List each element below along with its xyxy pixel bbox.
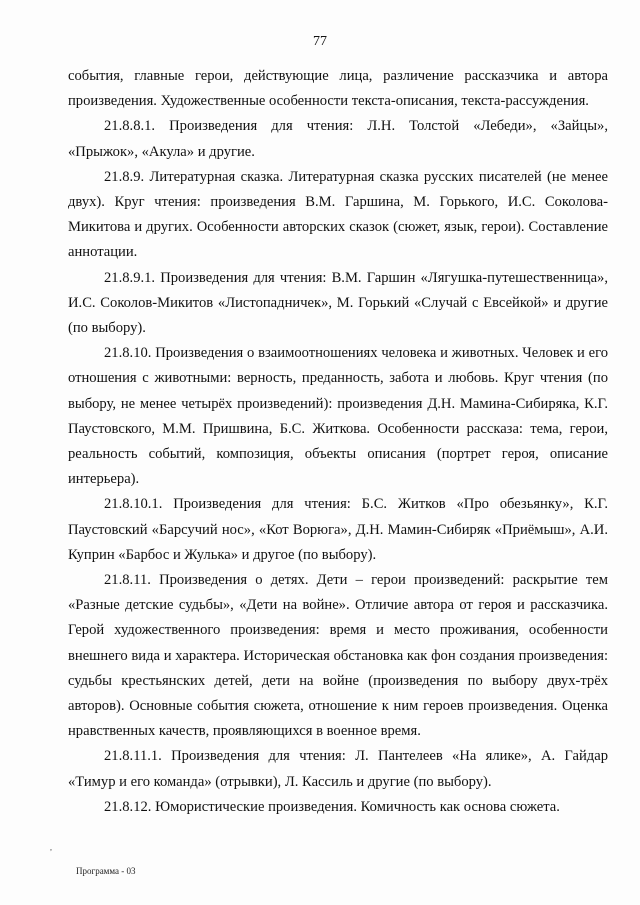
paragraph-21-8-11-1: 21.8.11.1. Произведения для чтения: Л. Пантелеев «На ялике», А. Гайдар «Тимур и его команда» (отрывки), Л. Кассиль и другие (по выбору). bbox=[68, 748, 608, 790]
page-number: 77 bbox=[313, 34, 327, 49]
paragraph-21-8-10-1: 21.8.10.1. Произведения для чтения: Б.С. Житков «Про обезьянку», К.Г. Паустовский «Барсучий нос», «Кот Ворюга», Д.Н. Мамин-Сибиряк «Приёмыш», А.И. Куприн «Барбос и Жулька» и другое (по выбору). bbox=[68, 496, 608, 563]
paragraph-21-8-12: 21.8.12. Юмористические произведения. Комичность как основа сюжета. bbox=[104, 798, 560, 815]
paragraph-21-8-11: 21.8.11. Произведения о детях. Дети – герои произведений: раскрытие тем «Разные детские судьбы», «Дети на войне». Отличие автора от героя и рассказчика. Герой художественного произведения: время и место проживания, особенности внешнего вида и характера. Историческая обстановка как фон создания произведения: судьбы крестьянских детей, дети на войне (произведения по выбору двух-трёх авторов). Основные события сюжета, отношение к ним героев произведения. Оценка нравственных качеств, проявляющихся в военное время. bbox=[68, 572, 608, 740]
paragraph-21-8-8-1: 21.8.8.1. Произведения для чтения: Л.Н. Толстой «Лебеди», «Зайцы», «Прыжок», «Акула» и другие. bbox=[68, 118, 608, 160]
margin-mark: , bbox=[50, 843, 52, 852]
paragraph-continuation: события, главные герои, действующие лица, различение рассказчика и автора произведения. Художественные особенности текста-описания, текста-рассуждения. bbox=[68, 68, 608, 110]
paragraph-21-8-9: 21.8.9. Литературная сказка. Литературная сказка русских писателей (не менее двух). Круг чтения: произведения В.М. Гаршина, М. Горького, И.С. Соколова-Микитова и других. Особенности авторских сказок (сюжет, язык, герои). Составление аннотации. bbox=[68, 168, 608, 261]
document-body bbox=[68, 64, 608, 820]
page-footer: Программа - 03 bbox=[76, 866, 136, 876]
paragraph-21-8-10: 21.8.10. Произведения о взаимоотношениях человека и животных. Человек и его отношения с животными: верность, преданность, забота и любовь. Круг чтения (по выбору, не менее четырёх произведений): произведения Д.Н. Мамина-Сибиряка, К.Г. Паустовского, М.М. Пришвина, Б.С. Житкова. Особенности рассказа: тема, герои, реальность событий, композиция, объекты описания (портрет героя, описание интерьера). bbox=[68, 345, 608, 488]
paragraph-21-8-9-1: 21.8.9.1. Произведения для чтения: В.М. Гаршин «Лягушка-путешественница», И.С. Соколов-Микитов «Листопадничек», М. Горький «Случай с Евсейкой» и другие (по выбору). bbox=[68, 269, 608, 337]
